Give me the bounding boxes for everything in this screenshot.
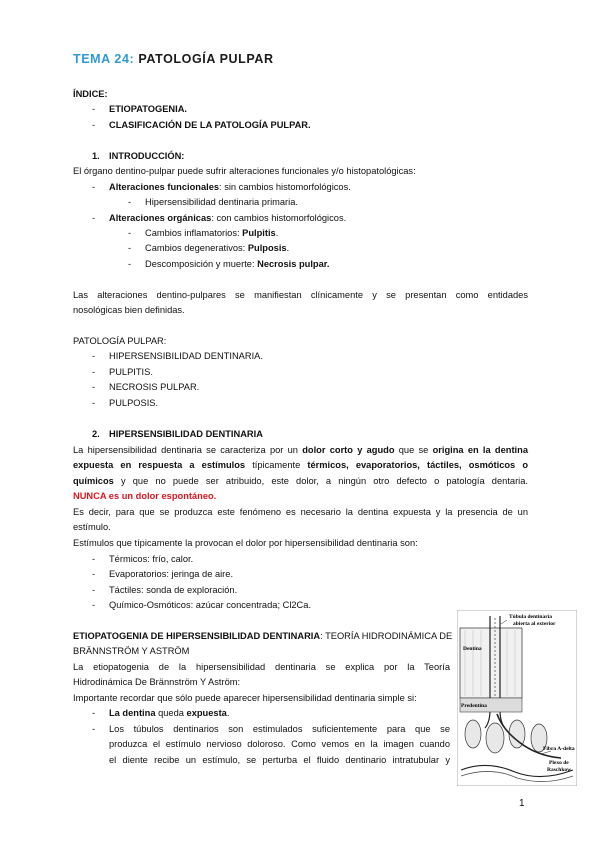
label-dentina: Dentina <box>463 646 482 652</box>
paragraph-line: expuesta en respuesta a estímulos típicamente térmicos, evaporatorios, táctiles, osmóticos o <box>73 460 529 470</box>
tema-number: TEMA 24: <box>73 52 135 66</box>
section-2-number: 2. <box>92 429 100 439</box>
label-tubule-1: Túbula dentinaria <box>509 614 552 620</box>
organicas-sub-3: Descomposición y muerte: Necrosis pulpar. <box>145 259 330 269</box>
paragraph-line: La etiopatogenia de la hipersensibilidad dentinaria se explica por la Teoría <box>73 662 450 672</box>
paragraph-line: Es decir, para que se produzca este fenómeno es necesario la dentina expuesta y la presencia de un <box>73 507 528 517</box>
stimulus-item: Químico-Osmóticos: azúcar concentrada; Cl2Ca. <box>109 600 312 610</box>
page-title <box>73 52 274 66</box>
bullet-dash: - <box>92 708 96 718</box>
paragraph-line: Hidrodinámica De Brännström Y Aström: <box>73 677 241 687</box>
paragraph-line: Importante recordar que sólo puede aparecer hipersensibilidad dentinaria simple si: <box>73 693 417 703</box>
paragraph-line: el diente recibe un estímulo, se perturba el fluido dentinario intratubular y <box>109 755 450 765</box>
label-plexo-2: Raschkow <box>547 767 572 773</box>
section-1-number: 1. <box>92 151 100 161</box>
bullet-dash: - <box>128 259 132 269</box>
bullet-dash: - <box>92 398 96 408</box>
label-plexo-1: Plexo de <box>549 760 569 766</box>
bullet-dash: - <box>92 213 96 223</box>
organicas-sub-2: Cambios degenerativos: Pulposis. <box>145 243 290 253</box>
bullet-dash: - <box>92 585 96 595</box>
bullet-dash: - <box>128 243 132 253</box>
label-tubule-2: abierta al exterior <box>513 621 556 627</box>
paragraph-line: estímulo. <box>73 522 111 532</box>
paragraph-line: nosológicas bien definidas. <box>73 305 185 315</box>
section-2-heading: HIPERSENSIBILIDAD DENTINARIA <box>109 429 263 439</box>
bullet-dash: - <box>92 367 96 377</box>
dentinal-tubule-figure <box>457 610 577 786</box>
section-1-intro: El órgano dentino-pulpar puede sufrir alteraciones funcionales y/o histopatológicas: <box>73 166 416 176</box>
patologia-item: PULPOSIS. <box>109 398 159 408</box>
index-item-2: CLASIFICACIÓN DE LA PATOLOGÍA PULPAR. <box>109 120 311 130</box>
warning-text: NUNCA es un dolor espontáneo. <box>73 491 217 501</box>
etio-heading-line2: BRÄNNSTRÖM Y ASTRÖM <box>73 646 190 656</box>
bullet-dash: - <box>92 724 96 734</box>
etio-heading: ETIOPATOGENIA DE HIPERSENSIBILIDAD DENTINARIA: TEORÍA HIDRODINÁMICA DE <box>73 631 453 641</box>
patologia-item: NECROSIS PULPAR. <box>109 382 200 392</box>
patologia-item: HIPERSENSIBILIDAD DENTINARIA. <box>109 351 263 361</box>
label-predentina: Predentina <box>461 703 487 709</box>
bullet-dash: - <box>92 554 96 564</box>
label-fibra: Fibra A-delta <box>543 746 575 752</box>
tema-title: PATOLOGÍA PULPAR <box>138 52 274 66</box>
bullet-dash: - <box>92 600 96 610</box>
paragraph-line: Estímulos que típicamente la provocan el dolor por hipersensibilidad dentinaria son: <box>73 538 418 548</box>
paragraph-line: químicos y que no puede ser atribuido, este dolor, a ningún otro defecto o patología dentaria. <box>73 476 528 486</box>
paragraph-line: Los túbulos dentinarios son estimulados suficientemente para que se <box>109 724 450 734</box>
bullet-dash: - <box>92 120 96 130</box>
index-item-1: ETIOPATOGENIA. <box>109 104 187 114</box>
paragraph-line: La hipersensibilidad dentinaria se caracteriza por un dolor corto y agudo que se origina en la dentina <box>73 445 528 455</box>
patologia-label: PATOLOGÍA PULPAR: <box>73 336 167 346</box>
bullet-dash: - <box>92 382 96 392</box>
funcionales-sub: Hipersensibilidad dentinaria primaria. <box>145 197 298 207</box>
section-1-heading: INTRODUCCIÓN: <box>109 151 185 161</box>
stimulus-item: Táctiles: sonda de exploración. <box>109 585 238 595</box>
patologia-item: PULPITIS. <box>109 367 153 377</box>
stimulus-item: Térmicos: frío, calor. <box>109 554 194 564</box>
bullet-dash: - <box>92 182 96 192</box>
paragraph-line: Las alteraciones dentino-pulpares se manifiestan clínicamente y se presentan como entidades <box>73 290 528 300</box>
index-label: ÍNDICE: <box>73 89 108 99</box>
stimulus-item: Evaporatorios: jeringa de aire. <box>109 569 234 579</box>
bullet-dash: - <box>92 351 96 361</box>
organicas-item: Alteraciones orgánicas: con cambios histomorfológicos. <box>109 213 347 223</box>
page-number: 1 <box>519 798 525 809</box>
bullet-dash: - <box>92 104 96 114</box>
paragraph-line: produzca el estímulo nervioso doloroso. Como vemos en la imagen cuando <box>109 739 450 749</box>
bullet-dash: - <box>128 228 132 238</box>
organicas-sub-1: Cambios inflamatorios: Pulpitis. <box>145 228 279 238</box>
tubule-diagram <box>457 610 577 786</box>
funcionales-item: Alteraciones funcionales: sin cambios histomorfológicos. <box>109 182 351 192</box>
bullet-dash: - <box>128 197 132 207</box>
bullet-dash: - <box>92 569 96 579</box>
condition-item-1: La dentina queda expuesta. <box>109 708 230 718</box>
